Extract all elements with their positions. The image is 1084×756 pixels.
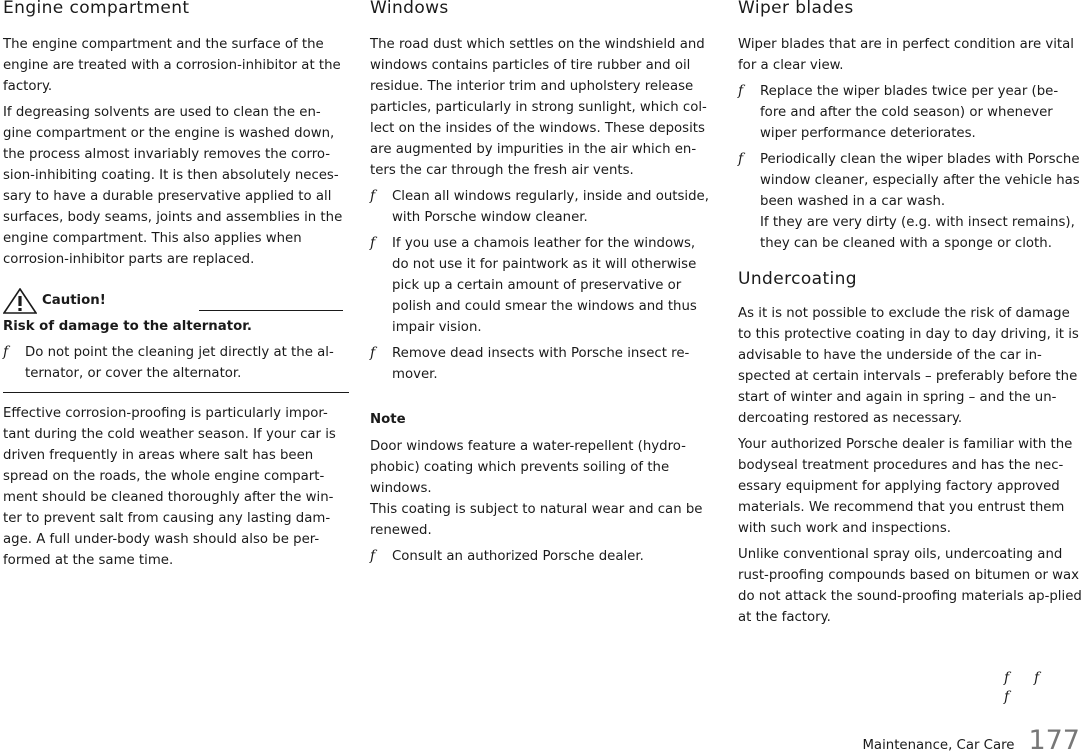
wiper-blades-heading: Wiper blades bbox=[738, 0, 854, 18]
bullet-marker-icon: f bbox=[3, 344, 9, 360]
risk-heading: Risk of damage to the alternator. bbox=[3, 319, 252, 334]
warning-triangle-icon bbox=[3, 288, 37, 314]
bullet-text bbox=[760, 152, 1080, 251]
list-item bbox=[370, 546, 715, 567]
undercoating-heading: Undercoating bbox=[738, 269, 858, 289]
page-number: 177 bbox=[1028, 725, 1080, 756]
continue-marker-icon: f bbox=[1004, 670, 1010, 686]
note-bullet-list bbox=[370, 546, 715, 567]
note-paragraph bbox=[370, 436, 715, 541]
page-footer bbox=[862, 726, 1080, 756]
bullet-text: Clean all windows regularly, inside and outside, with Porsche window cleaner. bbox=[392, 189, 709, 225]
windows-column bbox=[370, 0, 715, 572]
wiper-intro-paragraph: Wiper blades that are in perfect condition are vital for a clear view. bbox=[738, 37, 1074, 73]
list-item bbox=[370, 186, 715, 228]
note-heading: Note bbox=[370, 412, 406, 427]
bullet-text: If you use a chamois leather for the windows, do not use it for paintwork as it will otherwise pick up a certain amount of preservative or polish and could smear the windows and thus impair vision. bbox=[392, 236, 697, 335]
bullet-text: Consult an authorized Porsche dealer. bbox=[392, 549, 644, 564]
bullet-marker-icon: f bbox=[738, 151, 744, 167]
bullet-text-line-1: Periodically clean the wiper blades with Porsche window cleaner, especially after the vehicle has been washed in a car wash. bbox=[760, 152, 1080, 209]
corrosion-proofing-paragraph: Effective corrosion-proofing is particularly impor-tant during the cold weather season. If your car is driven frequently in areas where salt has been spread on the roads, the whole engine compart-ment should be cleaned thoroughly after the win-ter to prevent salt from causing any lasting dam-age. A full under-body wash should also be per-formed at the same time. bbox=[3, 406, 336, 568]
note-line-2: This coating is subject to natural wear and can be renewed. bbox=[370, 502, 703, 538]
caution-end-divider bbox=[3, 392, 349, 393]
windows-bullet-list bbox=[370, 186, 715, 385]
wiper-undercoating-column bbox=[738, 0, 1084, 633]
caution-bullet-list bbox=[3, 342, 349, 384]
bullet-text: Remove dead insects with Porsche insect re-mover. bbox=[392, 346, 690, 382]
undercoating-paragraph-2: Your authorized Porsche dealer is familiar with the bodyseal treatment procedures and has the nec-essary equipment for applying factory approved materials. We recommend that you entrust them with such work and inspections. bbox=[738, 437, 1073, 536]
windows-intro-paragraph: The road dust which settles on the windshield and windows contains particles of tire rubber and oil residue. The interior trim and upholstery release particles, particularly in strong sunlight, which col-lect on the insides of the windows. These deposits are augmented by impurities in the air which en-ters the car through the fresh air vents. bbox=[370, 37, 707, 178]
bullet-marker-icon: f bbox=[370, 548, 376, 564]
bullet-marker-icon: f bbox=[370, 345, 376, 361]
undercoating-paragraph-1: As it is not possible to exclude the risk of damage to this protective coating in day to day driving, it is advisable to have the underside of the car in-spected at certain intervals – preferably before the start of winter and again in spring – and the un-dercoating restored as necessary. bbox=[738, 306, 1079, 426]
engine-compartment-heading: Engine compartment bbox=[3, 0, 190, 18]
caution-label: Caution! bbox=[42, 293, 106, 308]
bullet-marker-icon: f bbox=[370, 188, 376, 204]
list-item bbox=[370, 343, 715, 385]
continue-marker-icon: f bbox=[1034, 670, 1040, 686]
footer-section-label: Maintenance, Car Care bbox=[862, 738, 1015, 753]
list-item bbox=[738, 149, 1084, 254]
continue-marker-icon: f bbox=[1004, 689, 1010, 705]
engine-compartment-column bbox=[3, 0, 349, 576]
bullet-text: Do not point the cleaning jet directly at the al-ternator, or cover the alternator. bbox=[25, 345, 334, 381]
wiper-bullet-list bbox=[738, 81, 1084, 254]
bullet-marker-icon: f bbox=[370, 235, 376, 251]
caution-box bbox=[3, 288, 349, 316]
bullet-marker-icon: f bbox=[738, 83, 744, 99]
list-item bbox=[370, 233, 715, 338]
bullet-text-line-2: If they are very dirty (e.g. with insect remains), they can be cleaned with a sponge or cloth. bbox=[760, 215, 1075, 251]
engine-degreasing-paragraph: If degreasing solvents are used to clean the en-gine compartment or the engine is washed down, the process almost invariably removes the corro-sion-inhibiting coating. It is then absolutely neces-sary to have a durable preservative applied to all surfaces, body seams, joints and assemblies in the engine compartment. This also applies when corrosion-inhibitor parts are replaced. bbox=[3, 105, 343, 267]
undercoating-paragraph-3: Unlike conventional spray oils, undercoating and rust-proofing compounds based on bitumen or wax do not attack the sound-proofing materials ap-plied at the factory. bbox=[738, 547, 1082, 625]
caution-rule bbox=[199, 310, 343, 311]
windows-heading: Windows bbox=[370, 0, 449, 18]
bullet-text: Replace the wiper blades twice per year (be-fore and after the cold season) or whenever wiper performance deteriorates. bbox=[760, 84, 1059, 141]
list-item bbox=[738, 81, 1084, 144]
note-line-1: Door windows feature a water-repellent (hydro-phobic) coating which prevents soiling of the windows. bbox=[370, 439, 686, 496]
continue-markers bbox=[1004, 667, 1084, 705]
list-item bbox=[3, 342, 349, 384]
engine-intro-paragraph: The engine compartment and the surface of the engine are treated with a corrosion-inhibitor at the factory. bbox=[3, 37, 341, 94]
